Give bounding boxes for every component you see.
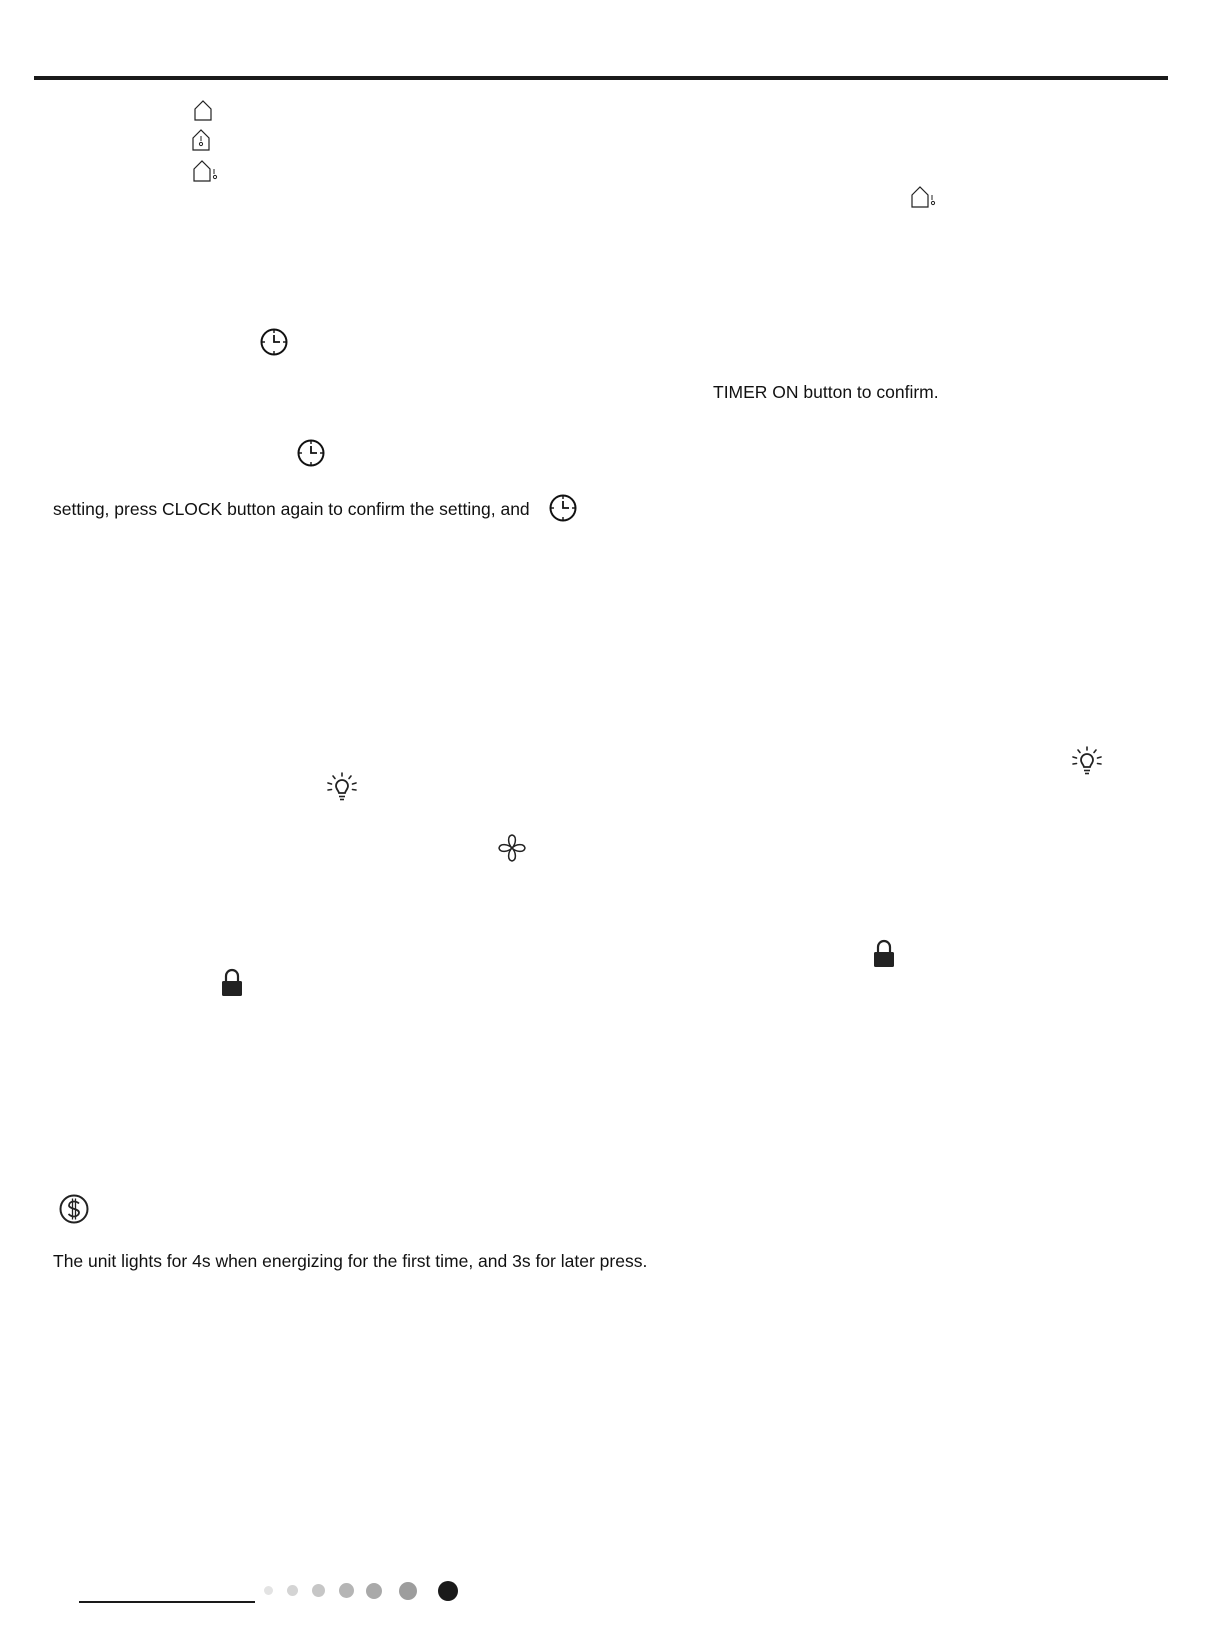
lock-icon xyxy=(872,939,896,969)
house-icon xyxy=(193,99,213,122)
footer-dot xyxy=(339,1583,354,1598)
footer-dot xyxy=(264,1586,273,1595)
footer-dot xyxy=(312,1584,325,1597)
lock-icon xyxy=(220,968,244,998)
timer-on-confirm-text: TIMER ON button to confirm. xyxy=(713,382,939,402)
house-arrow-icon xyxy=(910,185,938,209)
footer-dot xyxy=(366,1583,382,1599)
footer-rule xyxy=(79,1601,255,1603)
fan-icon xyxy=(496,832,528,864)
header-rule xyxy=(34,76,1168,80)
house-arrow-icon xyxy=(192,159,220,183)
unit-lights-text: The unit lights for 4s when energizing for the first time, and 3s for later press. xyxy=(53,1251,648,1271)
footer-dot xyxy=(399,1582,417,1600)
dollar-icon xyxy=(58,1193,90,1225)
footer-dot xyxy=(438,1581,458,1601)
footer-dot xyxy=(287,1585,298,1596)
light-bulb-icon xyxy=(325,772,359,802)
clock-icon xyxy=(259,327,289,357)
clock-icon xyxy=(548,493,578,523)
light-bulb-icon xyxy=(1070,746,1104,776)
clock-setting-text: setting, press CLOCK button again to confirm the setting, and xyxy=(53,499,530,519)
clock-icon xyxy=(296,438,326,468)
house-dot-icon xyxy=(191,128,211,152)
